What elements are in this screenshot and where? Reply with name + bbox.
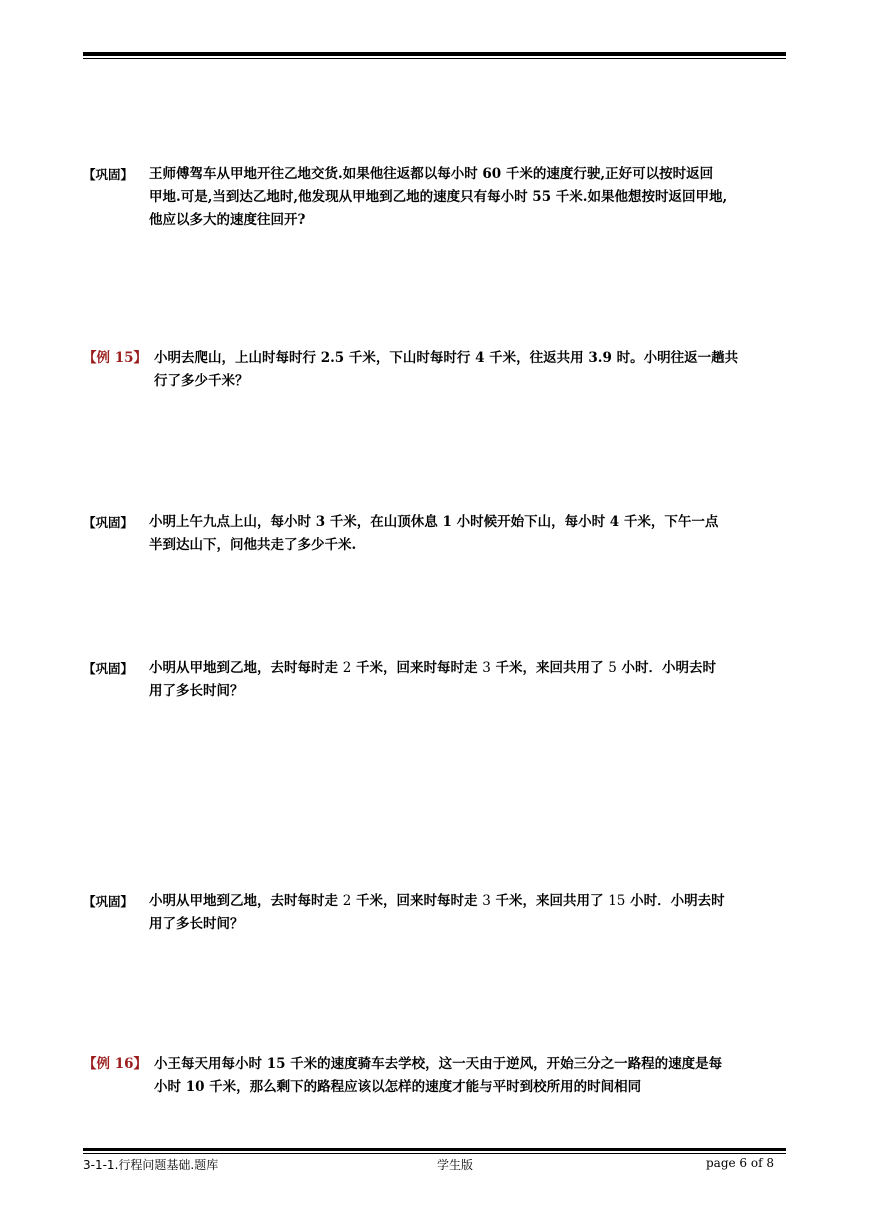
problem-line: 半到达山下，问他共走了多少千米. [149,537,357,553]
consolidate-tag: 【巩固】 [83,167,134,182]
example-tag: 【例 15】 [83,350,147,366]
problem-example-15 [83,347,789,393]
problem-line: 行了多少千米？ [154,373,249,389]
problem-line: 用了多长时间？ [149,683,244,699]
header-rule-thin [83,58,786,59]
problem-line: 小明从甲地到乙地，去时每时走 2 千米，回来时每时走 3 千米，来回共用了 5 小时．小明去时 [149,660,716,676]
consolidate-tag: 【巩固】 [83,515,134,530]
problem-line: 小明去爬山，上山时每时行 2.5 千米，下山时每时行 4 千米，往返共用 3.9 时。小明往返一趟共 [154,350,739,366]
consolidate-tag: 【巩固】 [83,661,134,676]
footer-rule-thick [83,1148,786,1151]
footer-edition: 学生版 [437,1158,474,1172]
problem-example-16 [83,1053,789,1099]
problem-consolidate-3 [83,657,789,703]
problem-line: 他应以多大的速度往回开? [149,212,306,228]
problem-line: 王师傅驾车从甲地开往乙地交货.如果他往返都以每小时 60 千米的速度行驶,正好可以按时返回 [149,166,714,182]
problem-line: 用了多长时间？ [149,916,244,932]
footer-doc-title: 3-1-1.行程问题基础.题库 [83,1158,219,1172]
problem-line: 小王每天用每小时 15 千米的速度骑车去学校，这一天由于逆风，开始三分之一路程的速度是每 [154,1056,723,1072]
problem-consolidate-1 [83,163,789,232]
problem-line: 甲地.可是,当到达乙地时,他发现从甲地到乙地的速度只有每小时 55 千米.如果他想按时返回甲地, [149,189,728,205]
problem-consolidate-4 [83,890,789,936]
footer-rule-thin [83,1153,786,1154]
consolidate-tag: 【巩固】 [83,894,134,909]
problem-line: 小明从甲地到乙地，去时每时走 2 千米，回来时每时走 3 千米，来回共用了 15 小时．小明去时 [149,893,725,909]
problem-line: 小时 10 千米，那么剩下的路程应该以怎样的速度才能与平时到校所用的时间相同 [154,1079,642,1095]
problem-consolidate-2 [83,511,789,557]
problem-line: 小明上午九点上山，每小时 3 千米，在山顶休息 1 小时候开始下山，每小时 4 千米，下午一点 [149,514,719,530]
example-tag: 【例 16】 [83,1056,147,1072]
footer-page-number: page 6 of 8 [706,1156,774,1170]
header-rule-thick [83,52,786,56]
